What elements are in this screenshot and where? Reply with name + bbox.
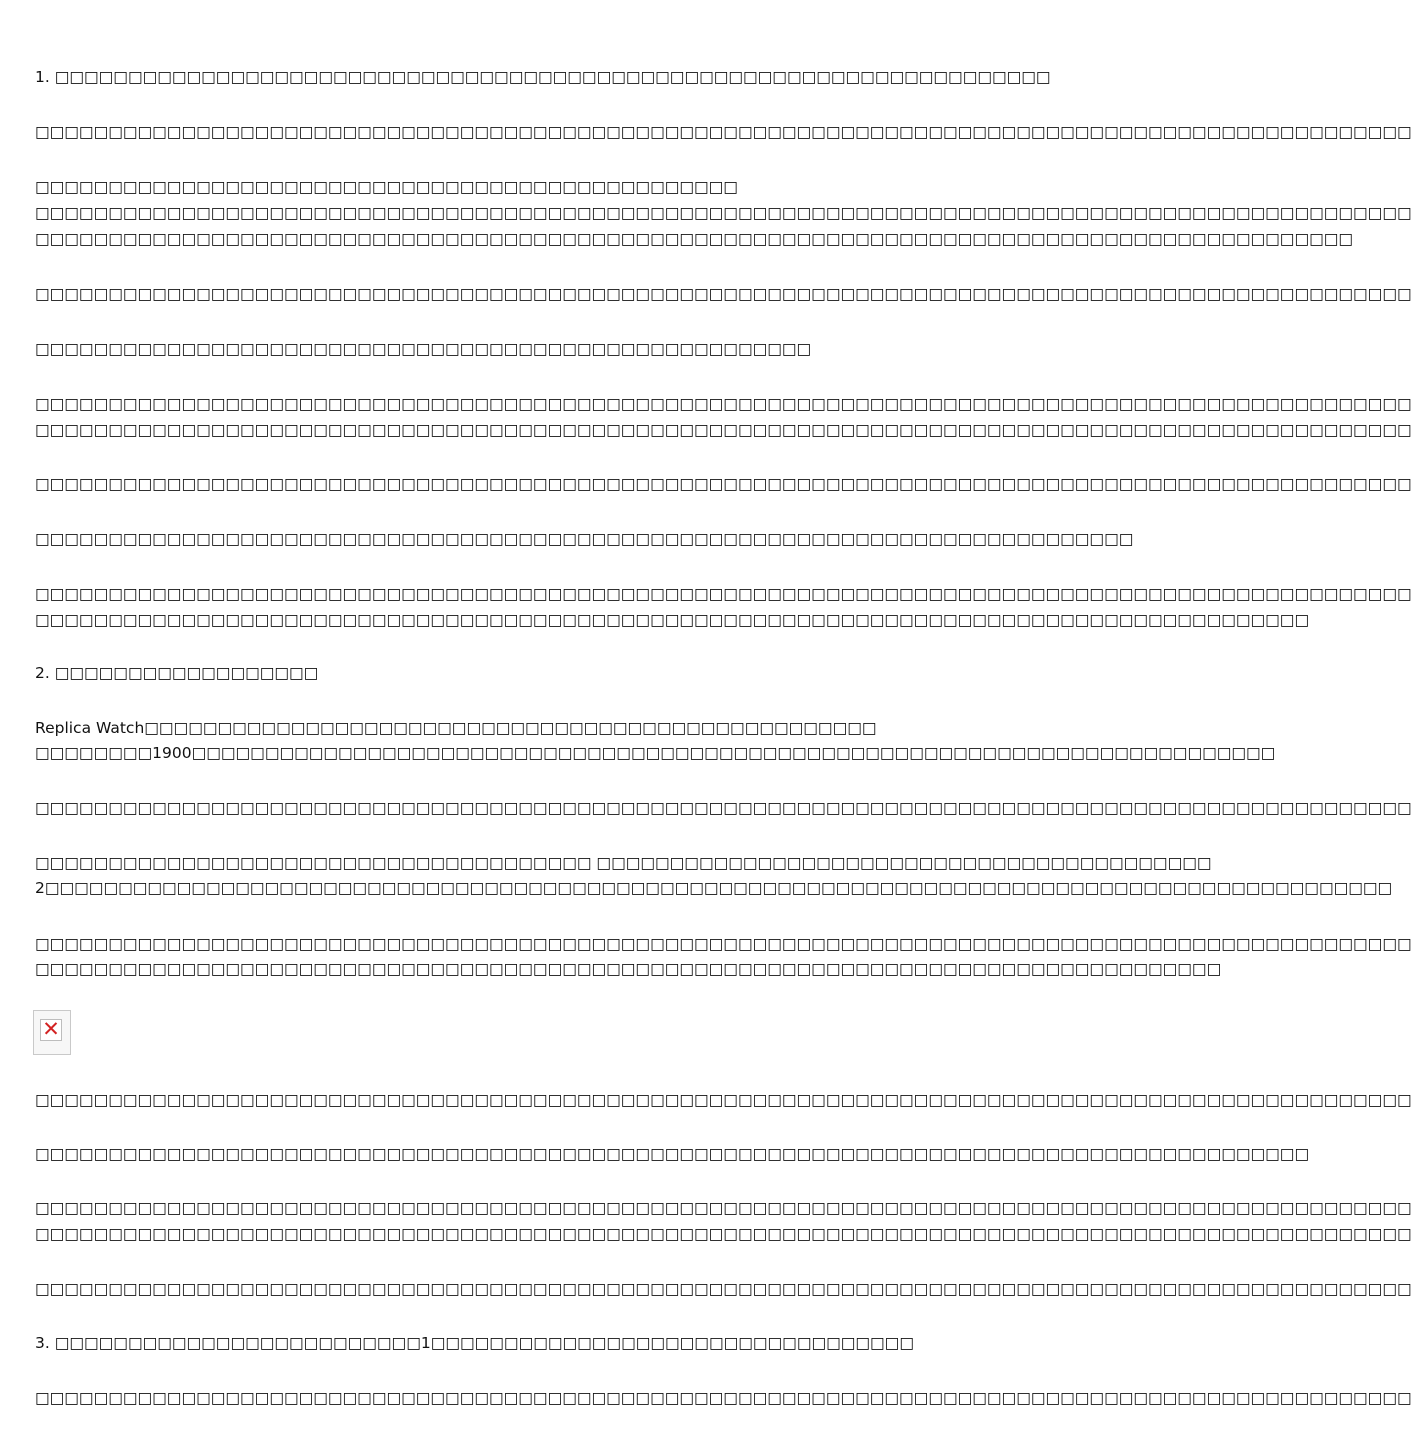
section-heading-1: 1. □□□□□□□□□□□□□□□□□□□□□□□□□□□□□□□□□□□□□□□□□□□□□□□□□□□□□□□□□□□□□□□□□□□□ <box>35 68 1051 86</box>
paragraph-line: 2□□□□□□□□□□□□□□□□□□□□□□□□□□□□□□□□□□□□□□□□□□□□□□□□□□□□□□□□□□□□□□□□□□□□□□□□□□□□□□□□□□□□□□□□□□□□ <box>35 879 1393 897</box>
paragraph-line: □□□□□□□□□□□□□□□□□□□□□□□□□□□□□□□□□□□□□□□□□□□□□□□□□□□□□□□□□□□□□□□□□□□□□□□□□□□□□□□□□□□□□□□□□□□□□□ <box>35 1225 1412 1243</box>
paragraph-line: □□□□□□□□□□□□□□□□□□□□□□□□□□□□□□□□□□□□□□□□□□□□□□□□□□□□□□□□□□□□□□□□□□□□□□□□□□□□□□□□□□□□□□□□□□□□□□ <box>35 935 1412 953</box>
paragraph-line: □□□□□□□□□□□□□□□□□□□□□□□□□□□□□□□□□□□□□□□□□□□□□□□□□□□□□□□□□□□□□□□□□□□□□□□□□□□□□□□□□□□□□□□□□□□□□□ <box>35 395 1412 413</box>
section-heading-2: 2. □□□□□□□□□□□□□□□□□□ <box>35 664 319 682</box>
paragraph-line: □□□□□□□□□□□□□□□□□□□□□□□□□□□□□□□□□□□□□□□□□□□□□□□□□□□□□□□□□□□□□□□□□□□□□□□□□□□□□□□□□□□□□□□□□□□□□□ <box>35 799 1412 817</box>
paragraph-line: □□□□□□□□□□□□□□□□□□□□□□□□□□□□□□□□□□□□□□□□□□□□□□□□□□□□□□□□□□□□□□□□□□□□□□□□□□□□□□□□□□□□□□□□□□□□□□ <box>35 475 1412 493</box>
paragraph-line: □□□□□□□□□□□□□□□□□□□□□□□□□□□□□□□□□□□□□□□□□□□□□□□□□□□□□□□□□□□□□□□□□□□□□□□□□□□□□□□□□ <box>35 960 1222 978</box>
paragraph-line: □□□□□□□□□□□□□□□□□□□□□□□□□□□□□□□□□□□□□□□□□□□□□□□□□□□□□□□□□□□□□□□□□□□□□□□□□□□□□□□□□□□□□□□□□□□□□□ <box>35 1199 1412 1217</box>
paragraph-line: □□□□□□□□□□□□□□□□□□□□□□□□□□□□□□□□□□□□□□□□□□□□□□□□□□□□□□□□□□□□□□□□□□□□□□□□□□□□□□□□□□□□□□□ <box>35 1145 1310 1163</box>
red-x-icon: ✕ <box>42 1017 60 1041</box>
paragraph-line: □□□□□□□□□□□□□□□□□□□□□□□□□□□□□□□□□□□□□□□□□□□□□□□□□□□□□□□□□□□□□□□□□□□□□□□□□□□□□□□□□□□□□□□□□□□□□□ <box>35 204 1412 222</box>
paragraph-line: □□□□□□□□□□□□□□□□□□□□□□□□□□□□□□□□□□□□□□□□□□□□□□□□□□□□□□□□□□□□□□□□□□□□□□□□□□□□□□□□□□□□□□□□□□□□□□ <box>35 1091 1412 1109</box>
section-heading-3: 3. □□□□□□□□□□□□□□□□□□□□□□□□□1□□□□□□□□□□□□□□□□□□□□□□□□□□□□□□□□□ <box>35 1334 914 1352</box>
paragraph-line: Replica Watch□□□□□□□□□□□□□□□□□□□□□□□□□□□□□□□□□□□□□□□□□□□□□□□□□□ <box>35 719 877 737</box>
paragraph-line: □□□□□□□□□□□□□□□□□□□□□□□□□□□□□□□□□□□□□□□□□□□□□□□□□□□□□□□□□□□□□□□□□□□□□□□□□□□□□□□□□□□□□□□ <box>35 611 1310 629</box>
paragraph-line: □□□□□□□□□□□□□□□□□□□□□□□□□□□□□□□□□□□□□□ □□□□□□□□□□□□□□□□□□□□□□□□□□□□□□□□□□□□□□□□□□ <box>35 854 1212 872</box>
paragraph-line: □□□□□□□□□□□□□□□□□□□□□□□□□□□□□□□□□□□□□□□□□□□□□□□□□□□□□□□□□□□□□□□□□□□□□□□□□□□ <box>35 530 1134 548</box>
paragraph-line: □□□□□□□□□□□□□□□□□□□□□□□□□□□□□□□□□□□□□□□□□□□□□□□□□□□□□□□□□□□□□□□□□□□□□□□□□□□□□□□□□□□□□□□□□□□□□□ <box>35 1389 1412 1407</box>
paragraph-line: □□□□□□□□1900□□□□□□□□□□□□□□□□□□□□□□□□□□□□□□□□□□□□□□□□□□□□□□□□□□□□□□□□□□□□□□□□□□□□□□□□□□ <box>35 744 1276 762</box>
paragraph-line: □□□□□□□□□□□□□□□□□□□□□□□□□□□□□□□□□□□□□□□□□□□□□□□□□□□□□ <box>35 340 812 358</box>
paragraph-line: □□□□□□□□□□□□□□□□□□□□□□□□□□□□□□□□□□□□□□□□□□□□□□□□□□□□□□□□□□□□□□□□□□□□□□□□□□□□□□□□□□□□□□□□□□□□□□ <box>35 123 1412 141</box>
image-frame <box>40 1019 62 1041</box>
paragraph-line: □□□□□□□□□□□□□□□□□□□□□□□□□□□□□□□□□□□□□□□□□□□□□□□□□□□□□□□□□□□□□□□□□□□□□□□□□□□□□□□□□□□□□□□□□□□□□□ <box>35 1280 1412 1298</box>
paragraph-line: □□□□□□□□□□□□□□□□□□□□□□□□□□□□□□□□□□□□□□□□□□□□□□□□ <box>35 178 738 196</box>
paragraph-line: □□□□□□□□□□□□□□□□□□□□□□□□□□□□□□□□□□□□□□□□□□□□□□□□□□□□□□□□□□□□□□□□□□□□□□□□□□□□□□□□□□□□□□□□□□ <box>35 230 1354 248</box>
paragraph-line: □□□□□□□□□□□□□□□□□□□□□□□□□□□□□□□□□□□□□□□□□□□□□□□□□□□□□□□□□□□□□□□□□□□□□□□□□□□□□□□□□□□□□□□□□□□□□□ <box>35 585 1412 603</box>
paragraph-line: □□□□□□□□□□□□□□□□□□□□□□□□□□□□□□□□□□□□□□□□□□□□□□□□□□□□□□□□□□□□□□□□□□□□□□□□□□□□□□□□□□□□□□□□□□□□□□ <box>35 285 1412 303</box>
broken-image-icon <box>33 1010 71 1055</box>
paragraph-line: □□□□□□□□□□□□□□□□□□□□□□□□□□□□□□□□□□□□□□□□□□□□□□□□□□□□□□□□□□□□□□□□□□□□□□□□□□□□□□□□□□□□□□□□□□□□□□ <box>35 421 1412 439</box>
